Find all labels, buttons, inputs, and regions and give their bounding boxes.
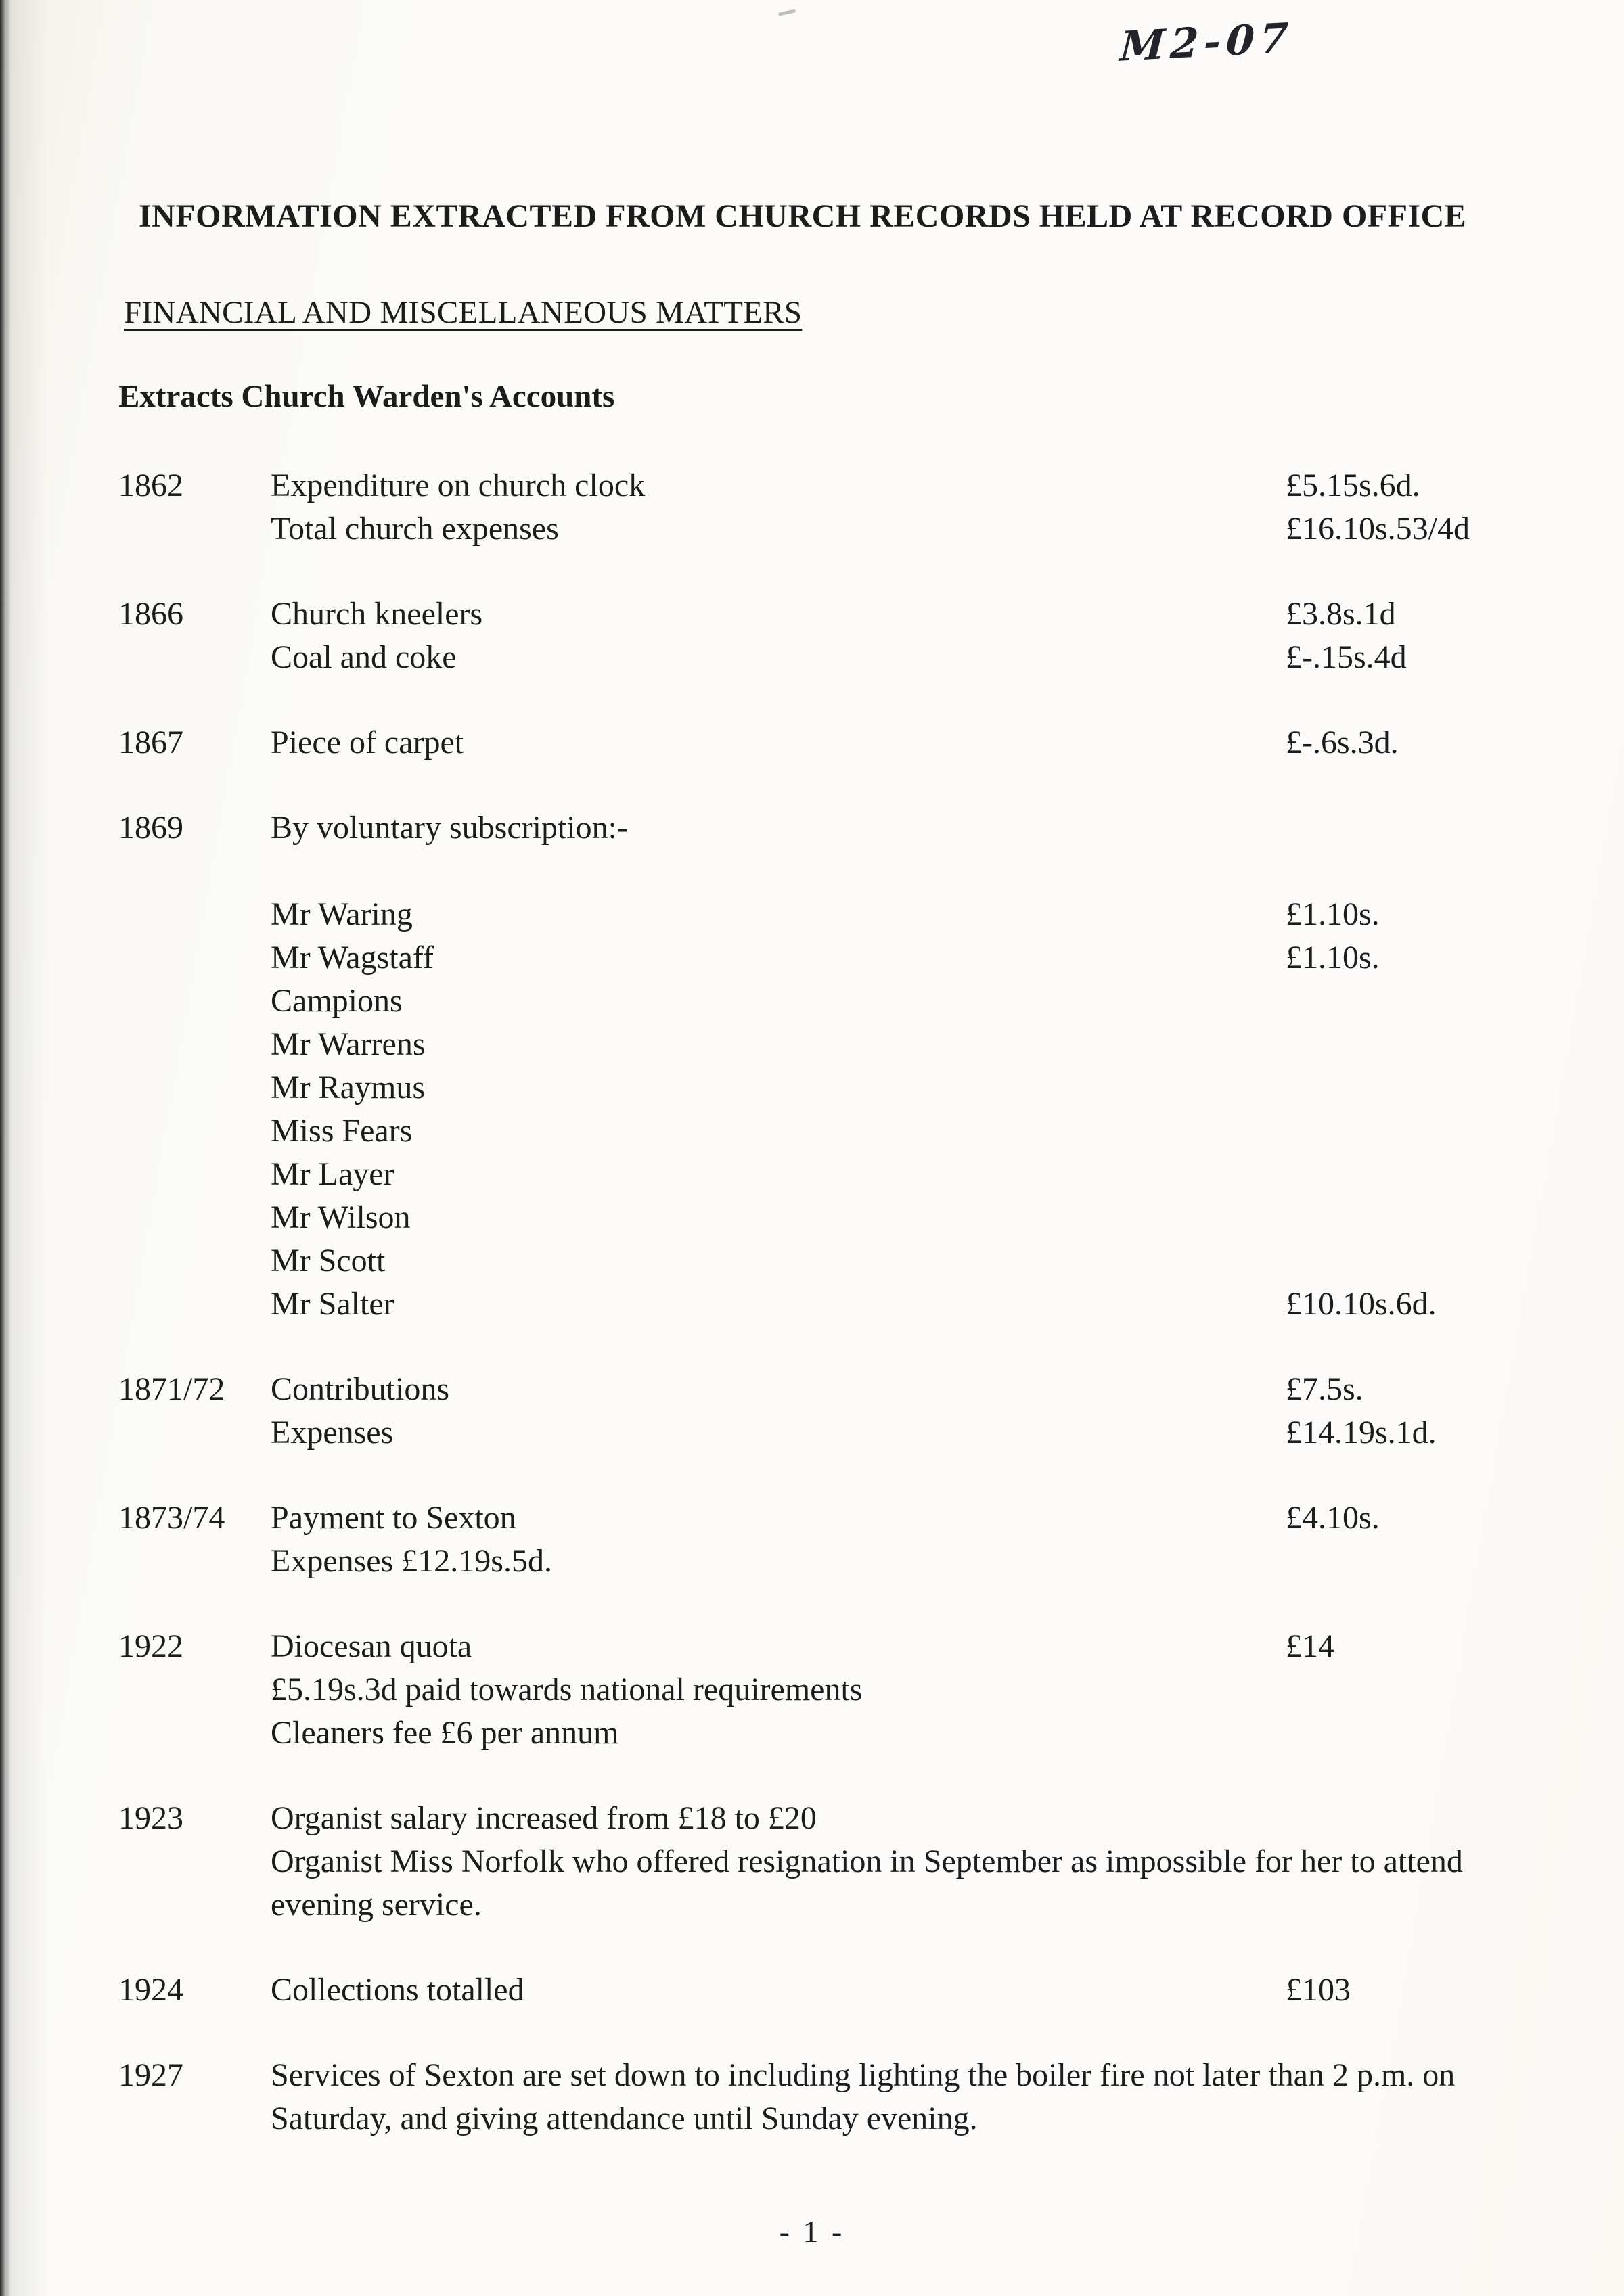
entry-line bbox=[271, 850, 1509, 893]
subsection-heading: Extracts Church Warden's Accounts bbox=[118, 379, 615, 414]
entry-line bbox=[271, 893, 1509, 936]
entry-amount: £5.15s.6d. bbox=[1286, 467, 1420, 503]
section-heading: FINANCIAL AND MISCELLANEOUS MATTERS bbox=[124, 295, 803, 330]
entry-amount: £-.15s.4d bbox=[1286, 639, 1407, 675]
entry-year: 1873/74 bbox=[118, 1500, 225, 1536]
account-entry bbox=[118, 593, 1509, 679]
entry-description: Expenditure on church clock bbox=[271, 467, 646, 503]
entry-line bbox=[271, 1283, 1509, 1326]
entry-description: Organist Miss Norfolk who offered resignation in September as impossible for her to attend evening service. bbox=[271, 1843, 1463, 1923]
entry-amount: £10.10s.6d. bbox=[1286, 1286, 1437, 1322]
entry-line bbox=[271, 1797, 1509, 1840]
entry-description: Campions bbox=[271, 983, 403, 1019]
entry-description: Services of Sexton are set down to including lighting the boiler fire not later than 2 p.m. on Saturday, and giving attendance until Sunday evening. bbox=[271, 2057, 1456, 2136]
handwritten-note: M2-07 bbox=[1119, 14, 1295, 71]
entry-description: Mr Layer bbox=[271, 1156, 394, 1192]
entry-description: Mr Warrens bbox=[271, 1026, 426, 1062]
entry-line bbox=[271, 721, 1509, 764]
entry-description: Total church expenses bbox=[271, 511, 559, 547]
entry-description: Contributions bbox=[271, 1371, 450, 1407]
entry-year: 1923 bbox=[118, 1800, 183, 1836]
entry-line bbox=[271, 1668, 1509, 1712]
entry-lines bbox=[271, 1797, 1509, 1927]
entry-line bbox=[271, 806, 1509, 850]
entry-line bbox=[271, 507, 1509, 551]
entry-description: Mr Salter bbox=[271, 1286, 394, 1322]
entry-line bbox=[271, 1023, 1509, 1066]
entry-lines bbox=[271, 593, 1509, 679]
entry-amount: £-.6s.3d. bbox=[1286, 725, 1399, 760]
entry-amount: £1.10s. bbox=[1286, 940, 1380, 975]
entry-line bbox=[271, 936, 1509, 980]
entry-lines bbox=[271, 1368, 1509, 1454]
account-entry bbox=[118, 2054, 1509, 2140]
entry-description: £5.19s.3d paid towards national requirements bbox=[271, 1672, 863, 1707]
entry-description: Organist salary increased from £18 to £20 bbox=[271, 1800, 817, 1836]
entry-year: 1867 bbox=[118, 725, 183, 760]
entry-description: By voluntary subscription:- bbox=[271, 810, 628, 846]
entry-description: Mr Waring bbox=[271, 896, 413, 932]
account-entry bbox=[118, 721, 1509, 764]
entry-line bbox=[271, 1625, 1509, 1668]
entry-amount: £4.10s. bbox=[1286, 1500, 1380, 1536]
entry-line bbox=[271, 1368, 1509, 1411]
entry-year: 1922 bbox=[118, 1628, 183, 1664]
entry-year: 1927 bbox=[118, 2057, 183, 2093]
entry-line bbox=[271, 1153, 1509, 1196]
entry-description: Payment to Sexton bbox=[271, 1500, 516, 1536]
entry-description: Mr Wilson bbox=[271, 1199, 411, 1235]
entry-line bbox=[271, 1540, 1509, 1583]
entry-line bbox=[271, 1066, 1509, 1109]
entry-amount: £7.5s. bbox=[1286, 1371, 1363, 1407]
entry-description: Collections totalled bbox=[271, 1972, 524, 2008]
account-entry bbox=[118, 1496, 1509, 1583]
entry-lines bbox=[271, 721, 1509, 764]
entry-description: Mr Wagstaff bbox=[271, 940, 434, 975]
entry-description: Mr Raymus bbox=[271, 1070, 425, 1105]
entry-description: Piece of carpet bbox=[271, 725, 464, 760]
account-entry bbox=[118, 464, 1509, 551]
entry-amount: £1.10s. bbox=[1286, 896, 1380, 932]
entry-line bbox=[271, 1239, 1509, 1283]
entry-year: 1924 bbox=[118, 1972, 183, 2008]
entry-line bbox=[271, 2054, 1509, 2140]
entry-lines bbox=[271, 2054, 1509, 2140]
entry-line bbox=[271, 1969, 1509, 2012]
entry-amount: £3.8s.1d bbox=[1286, 596, 1396, 632]
entry-line bbox=[271, 1840, 1509, 1927]
entry-line bbox=[271, 1496, 1509, 1540]
entry-line bbox=[271, 636, 1509, 679]
entry-line bbox=[271, 1411, 1509, 1454]
account-entry bbox=[118, 1797, 1509, 1927]
entries bbox=[118, 464, 1509, 2140]
entry-amount: £103 bbox=[1286, 1972, 1351, 2008]
entry-line bbox=[271, 1712, 1509, 1755]
entry-amount: £16.10s.53/4d bbox=[1286, 511, 1470, 547]
account-entry bbox=[118, 806, 1509, 1326]
entry-line bbox=[271, 980, 1509, 1023]
page-number: - 1 - bbox=[779, 2214, 845, 2249]
entry-description: Cleaners fee £6 per annum bbox=[271, 1715, 619, 1751]
entry-description: Miss Fears bbox=[271, 1113, 413, 1149]
account-entry bbox=[118, 1625, 1509, 1755]
entry-year: 1862 bbox=[118, 467, 183, 503]
entry-amount: £14 bbox=[1286, 1628, 1334, 1664]
entry-year: 1866 bbox=[118, 596, 183, 632]
document-title: INFORMATION EXTRACTED FROM CHURCH RECORDS HELD AT RECORD OFFICE bbox=[139, 198, 1467, 234]
entry-line bbox=[271, 464, 1509, 507]
entry-line bbox=[271, 1109, 1509, 1153]
entry-line bbox=[271, 593, 1509, 636]
entry-lines bbox=[271, 464, 1509, 551]
entry-lines bbox=[271, 1496, 1509, 1583]
entry-lines bbox=[271, 1969, 1509, 2012]
entry-lines bbox=[271, 1625, 1509, 1755]
account-entry bbox=[118, 1368, 1509, 1454]
entry-description: Coal and coke bbox=[271, 639, 457, 675]
entry-description: Church kneelers bbox=[271, 596, 483, 632]
entry-year: 1871/72 bbox=[118, 1371, 225, 1407]
entry-description: Diocesan quota bbox=[271, 1628, 472, 1664]
entry-lines bbox=[271, 806, 1509, 1326]
entry-description: Mr Scott bbox=[271, 1243, 386, 1279]
entry-amount: £14.19s.1d. bbox=[1286, 1415, 1437, 1450]
entry-description: Expenses bbox=[271, 1415, 394, 1450]
entry-year: 1869 bbox=[118, 810, 183, 846]
entry-description bbox=[271, 850, 1407, 893]
account-entry bbox=[118, 1969, 1509, 2012]
entry-description: Expenses £12.19s.5d. bbox=[271, 1543, 552, 1579]
entry-line bbox=[271, 1196, 1509, 1239]
